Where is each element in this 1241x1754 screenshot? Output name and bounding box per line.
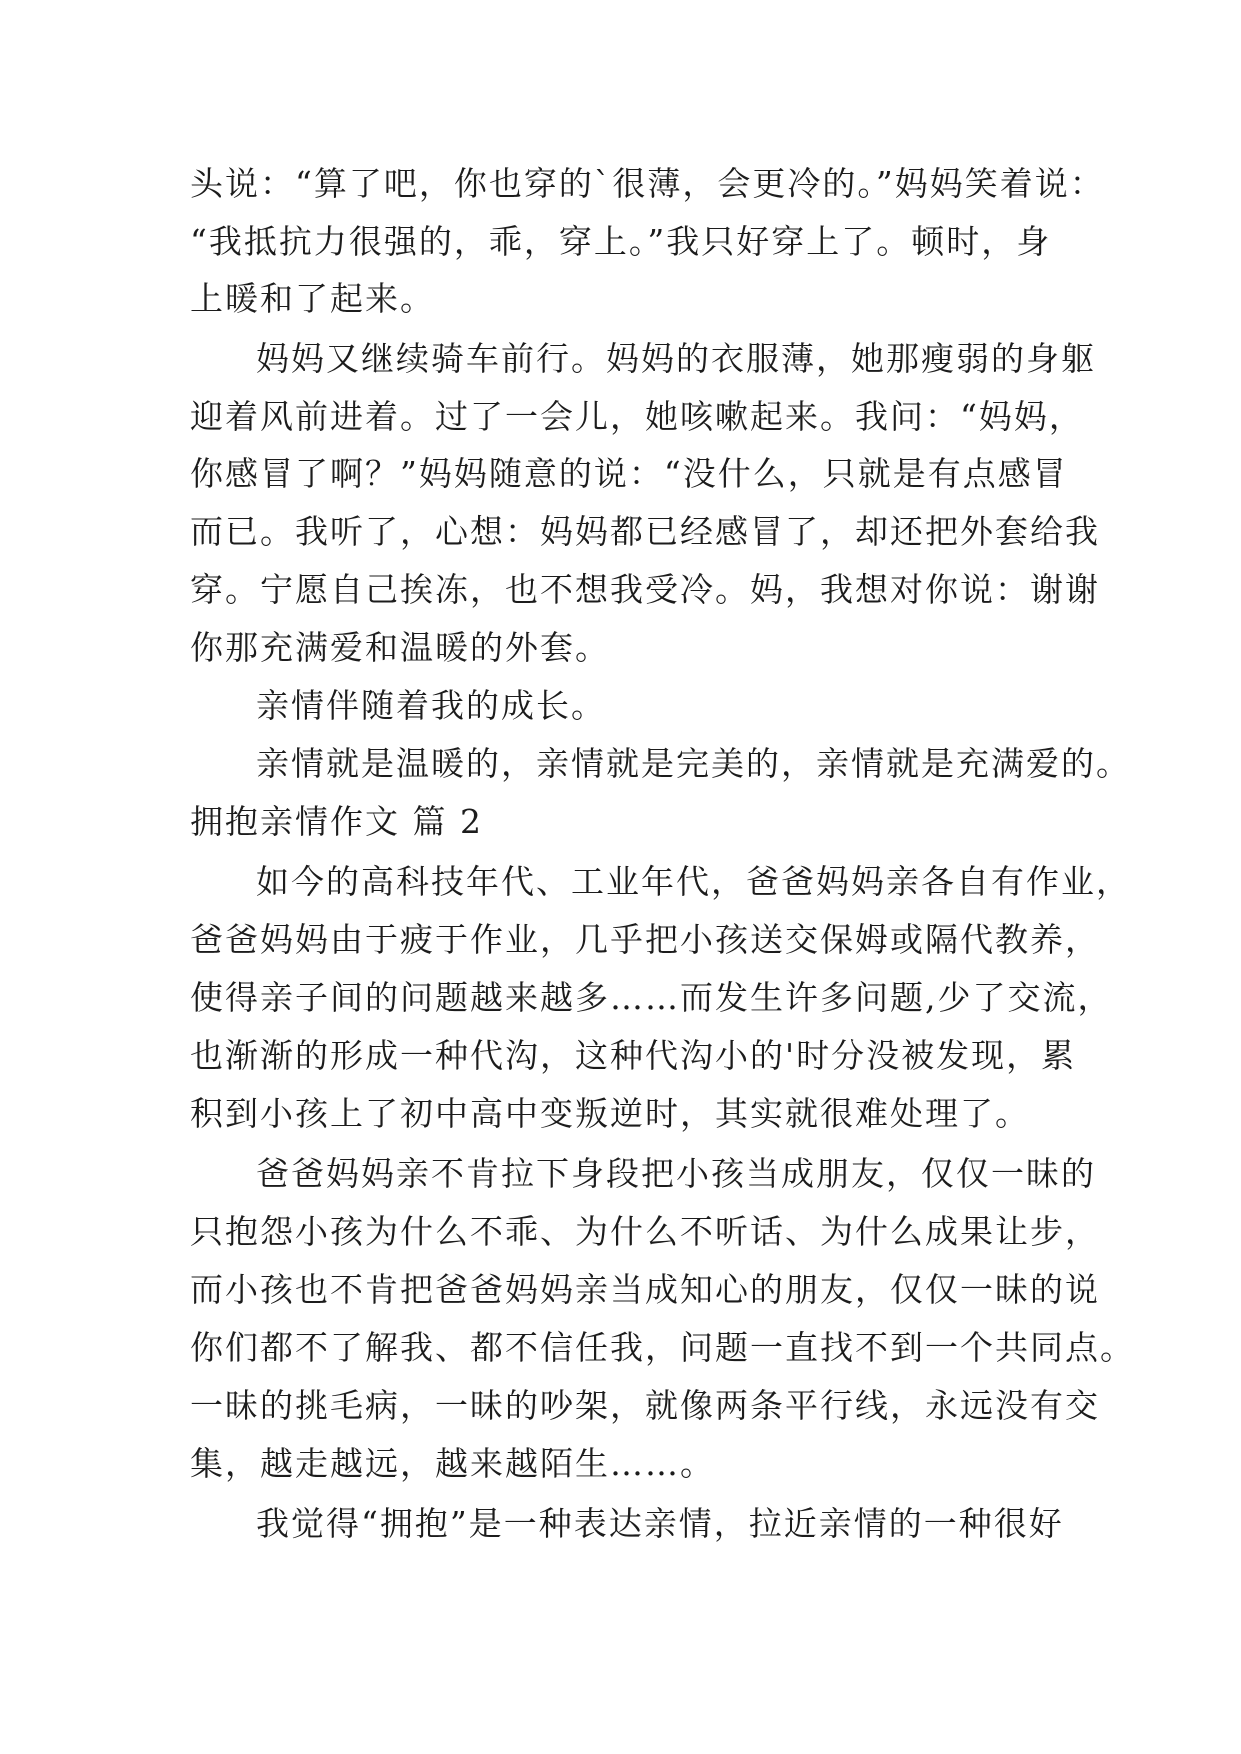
text-line: 迎着风前进着。过了一会儿，她咳嗽起来。我问：“妈妈， [190,397,1084,436]
text-line: 使得亲子间的问题越来越多……而发生许多问题,少了交流， [190,978,1113,1017]
text-line: 而已。我听了，心想：妈妈都已经感冒了，却还把外套给我 [190,512,1100,551]
text-line: 爸爸妈妈由于疲于作业，几乎把小孩送交保姆或隔代教养， [190,920,1100,959]
text-line: 我觉得“拥抱”是一种表达亲情，拉近亲情的一种很好 [256,1504,1064,1543]
text-line: 你那充满爱和温暖的外套。 [190,628,610,667]
text-line: 如今的高科技年代、工业年代，爸爸妈妈亲各自有作业， [256,862,1131,901]
text-line: 妈妈又继续骑车前行。妈妈的衣服薄，她那瘦弱的身躯 [256,339,1096,378]
text-line: 头说：“算了吧，你也穿的`很薄，会更冷的。”妈妈笑着说： [190,164,1105,203]
text-line: 积到小孩上了初中高中变叛逆时，其实就很难处理了。 [190,1094,1030,1133]
text-line: 而小孩也不肯把爸爸妈妈亲当成知心的朋友，仅仅一昧的说 [190,1270,1100,1309]
text-line: 你们都不了解我、都不信任我，问题一直找不到一个共同点。 [190,1328,1135,1367]
text-line: 集，越走越远，越来越陌生……。 [190,1444,715,1483]
text-line: 亲情就是温暖的，亲情就是完美的，亲情就是充满爱的。 [256,744,1131,783]
text-line: 也渐渐的形成一种代沟，这种代沟小的'时分没被发现，累 [190,1036,1077,1075]
text-line: 亲情伴随着我的成长。 [256,686,606,725]
text-line: 一昧的挑毛病，一昧的吵架，就像两条平行线，永远没有交 [190,1386,1100,1425]
text-line: “我抵抗力很强的，乖，穿上。”我只好穿上了。顿时，身 [190,222,1052,261]
section-heading: 拥抱亲情作文 篇 2 [190,802,483,841]
text-line: 上暖和了起来。 [190,279,435,318]
text-line: 只抱怨小孩为什么不乖、为什么不听话、为什么成果让步， [190,1212,1100,1251]
text-line: 穿。宁愿自己挨冻，也不想我受冷。妈，我想对你说：谢谢 [190,570,1100,609]
text-line: 你感冒了啊？”妈妈随意的说：“没什么，只就是有点感冒 [190,454,1068,493]
text-line: 爸爸妈妈亲不肯拉下身段把小孩当成朋友，仅仅一昧的 [256,1154,1096,1193]
